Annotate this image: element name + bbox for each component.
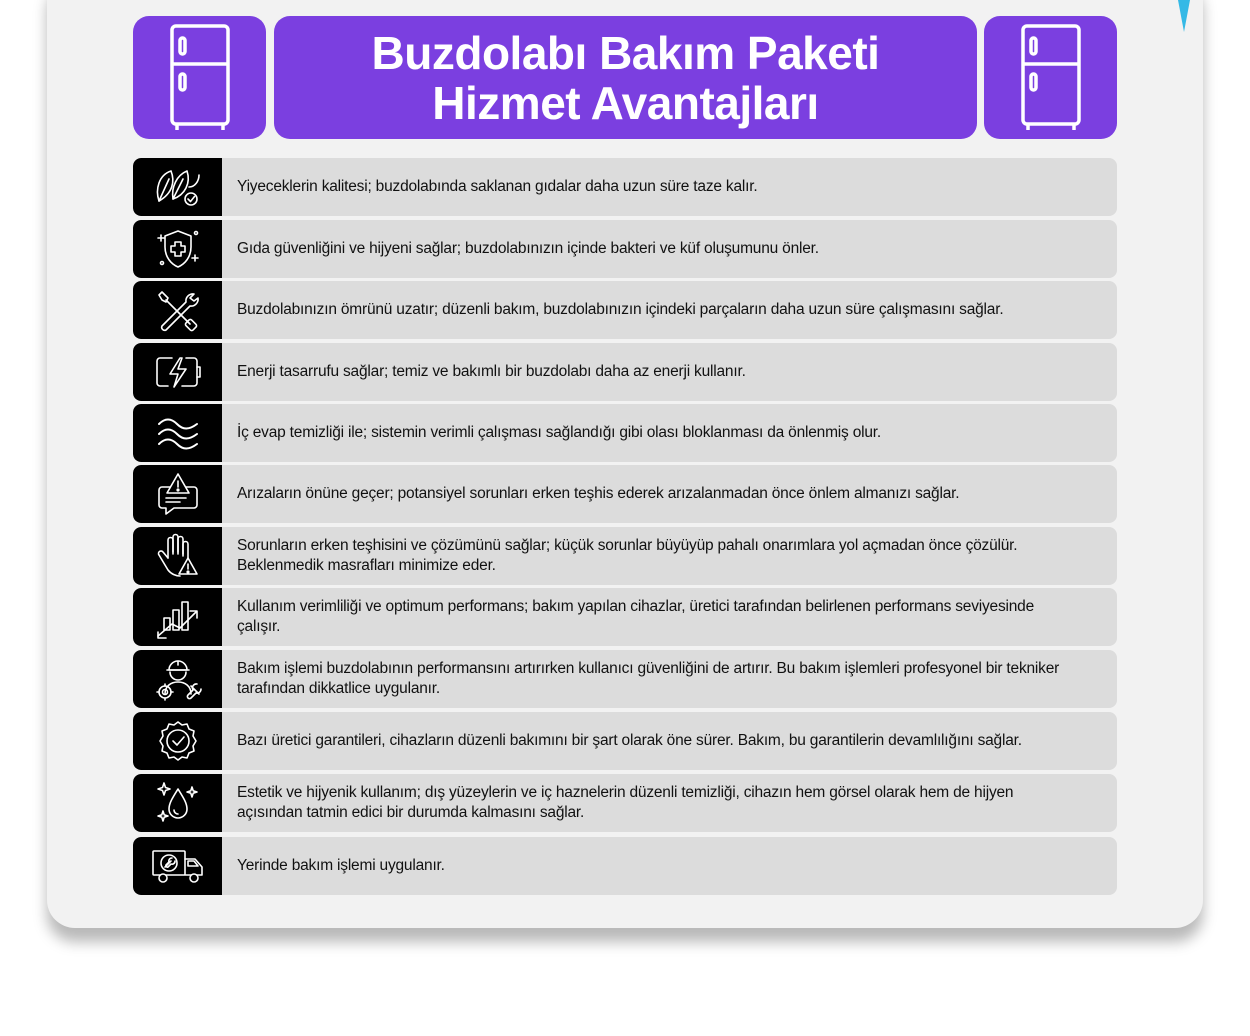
corner-accent bbox=[1178, 0, 1190, 32]
item-text: Enerji tasarrufu sağlar; temiz ve bakımlı bir buzdolabı daha az enerji kullanır. bbox=[237, 363, 746, 380]
service-truck-icon bbox=[133, 837, 222, 895]
item-text: Buzdolabınızın ömrünü uzatır; düzenli bakım, buzdolabınızın içindeki parçaların daha uzun süre çalışmasını sağlar. bbox=[237, 301, 1004, 318]
list-item bbox=[133, 712, 1117, 770]
list-item bbox=[133, 281, 1117, 339]
list-item bbox=[133, 837, 1117, 895]
header-right-icon-box bbox=[984, 16, 1117, 139]
item-text: Kullanım verimliliği ve optimum performans; bakım yapılan cihazlar, üretici tarafından belirlenen performans seviyesinde çalışır. bbox=[237, 598, 1035, 635]
warning-chat-icon bbox=[133, 465, 222, 523]
header-title-box bbox=[274, 16, 977, 139]
refrigerator-icon bbox=[1019, 24, 1083, 132]
item-text: Estetik ve hijyenik kullanım; dış yüzeylerin ve iç haznelerin düzenli temizliği, cihazın hem görsel olarak hem de hijyen açısından tatmin edici bir durumda kalmasını sağlar. bbox=[237, 784, 1014, 821]
page-title-line1: Buzdolabı Bakım Paketi bbox=[371, 26, 880, 79]
list-item bbox=[133, 465, 1117, 523]
header-left-icon-box bbox=[133, 16, 266, 139]
page-title-line2: Hizmet Avantajları bbox=[432, 76, 819, 129]
item-text: Yiyeceklerin kalitesi; buzdolabında saklanan gıdalar daha uzun süre taze kalır. bbox=[237, 178, 758, 195]
item-text: Arızaların önüne geçer; potansiyel sorunları erken teşhis ederek arızalanmadan önce önlem almanızı sağlar. bbox=[237, 485, 960, 502]
list-item bbox=[133, 588, 1117, 646]
leaf-check-icon bbox=[133, 158, 222, 216]
item-text: Gıda güvenliğini ve hijyeni sağlar; buzdolabınızın içinde bakteri ve küf oluşumunu önler. bbox=[237, 240, 819, 257]
list-item bbox=[133, 343, 1117, 401]
list-item bbox=[133, 158, 1117, 216]
item-text: Bazı üretici garantileri, cihazların düzenli bakımını bir şart olarak öne sürer. Bakım, bu garantilerin devamlılığını sağlar. bbox=[237, 732, 1022, 749]
item-text: Bakım işlemi buzdolabının performansını artırırken kullanıcı güvenliğini de artırır. Bu bakım işlemleri profesyonel bir tekniker tarafından dikkatlice uygulanır. bbox=[237, 660, 1060, 697]
sparkle-drop-icon bbox=[133, 774, 222, 832]
item-text: Yerinde bakım işlemi uygulanır. bbox=[237, 857, 445, 874]
growth-chart-icon bbox=[133, 588, 222, 646]
badge-check-icon bbox=[133, 712, 222, 770]
tools-icon bbox=[133, 281, 222, 339]
hand-warning-icon bbox=[133, 527, 222, 585]
list-item bbox=[133, 220, 1117, 278]
battery-bolt-icon bbox=[133, 343, 222, 401]
list-item bbox=[133, 774, 1117, 832]
item-text: Sorunların erken teşhisini ve çözümünü sağlar; küçük sorunlar büyüyüp pahalı onarımlara yol açmadan önce çözülür. Beklenmedik masrafları minimize eder. bbox=[237, 537, 1018, 574]
shield-cross-icon bbox=[133, 220, 222, 278]
refrigerator-icon bbox=[168, 24, 232, 132]
list-item bbox=[133, 650, 1117, 708]
technician-gear-icon bbox=[133, 650, 222, 708]
item-text: İç evap temizliği ile; sistemin verimli çalışması sağlandığı gibi olası bloklanması da önlenmiş olur. bbox=[237, 424, 881, 441]
waves-icon bbox=[133, 404, 222, 462]
list-item bbox=[133, 527, 1117, 585]
list-item bbox=[133, 404, 1117, 462]
